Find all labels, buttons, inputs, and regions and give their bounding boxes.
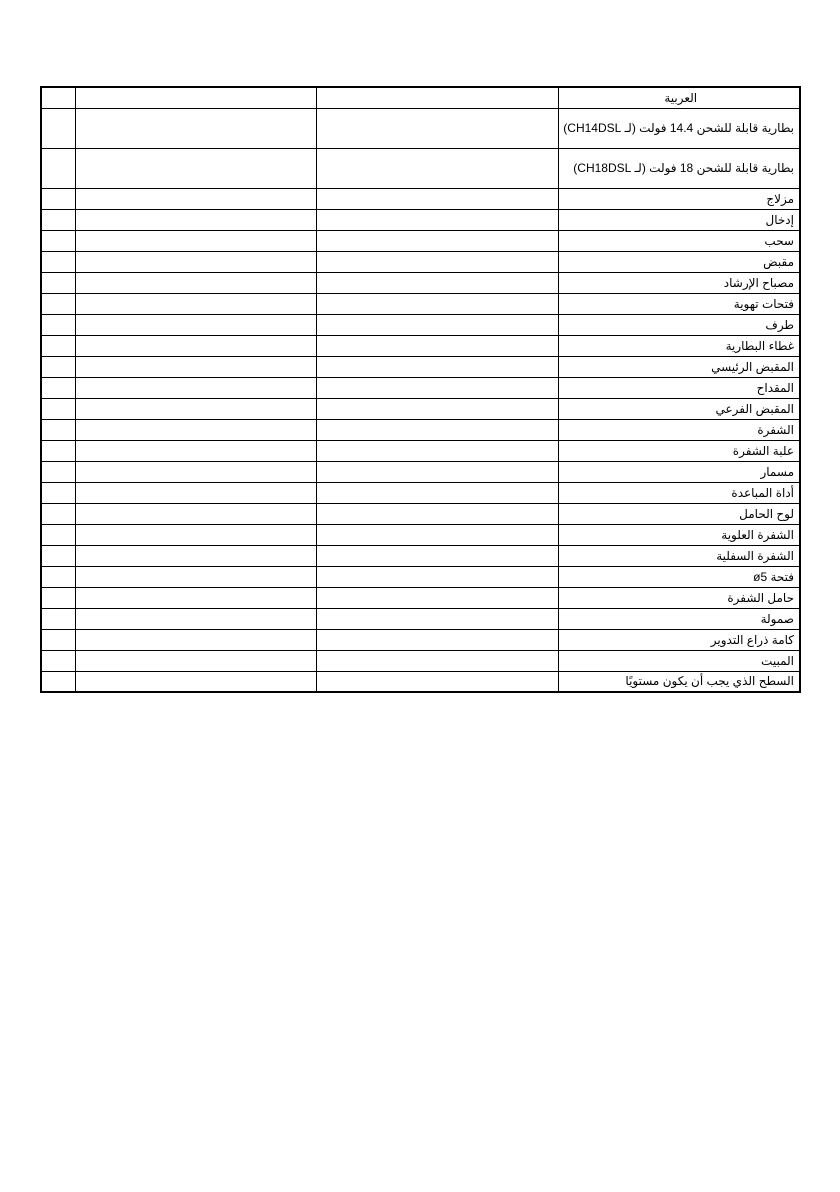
row-col-a-cell [75, 377, 316, 398]
row-col-b-cell [316, 503, 558, 524]
row-col-a-cell [75, 314, 316, 335]
table-row [41, 671, 800, 692]
row-number-cell [41, 148, 75, 188]
table-row [41, 629, 800, 650]
row-arabic-cell: لوح الحامل [558, 503, 800, 524]
row-col-a-cell [75, 148, 316, 188]
row-col-b-cell [316, 356, 558, 377]
table-row [41, 461, 800, 482]
row-col-a-cell [75, 272, 316, 293]
row-col-a-cell [75, 566, 316, 587]
table-row [41, 587, 800, 608]
row-col-a-cell [75, 608, 316, 629]
row-number-cell [41, 440, 75, 461]
row-col-a-cell [75, 398, 316, 419]
table-row [41, 482, 800, 503]
table-row [41, 419, 800, 440]
row-arabic-cell: الشفرة السفلية [558, 545, 800, 566]
row-col-b-cell [316, 461, 558, 482]
row-col-b-cell [316, 419, 558, 440]
table-row [41, 650, 800, 671]
row-number-cell [41, 650, 75, 671]
row-arabic-cell: طرف [558, 314, 800, 335]
row-number-cell [41, 629, 75, 650]
row-number-cell [41, 419, 75, 440]
table-row [41, 251, 800, 272]
row-arabic-cell: إدخال [558, 209, 800, 230]
table-row [41, 503, 800, 524]
row-number-cell [41, 587, 75, 608]
row-col-a-cell [75, 188, 316, 209]
row-arabic-cell: مقبض [558, 251, 800, 272]
row-col-b-cell [316, 293, 558, 314]
row-col-a-cell [75, 419, 316, 440]
row-arabic-cell: الشفرة [558, 419, 800, 440]
row-number-cell [41, 356, 75, 377]
row-arabic-cell: فتحات تهوية [558, 293, 800, 314]
row-arabic-cell: بطارية قابلة للشحن 18 فولت (لـ CH18DSL) [558, 148, 800, 188]
header-arabic-cell: العربية [558, 87, 800, 108]
row-arabic-cell: الشفرة العلوية [558, 524, 800, 545]
row-col-b-cell [316, 566, 558, 587]
table-row [41, 148, 800, 188]
row-number-cell [41, 524, 75, 545]
row-arabic-cell: سحب [558, 230, 800, 251]
row-number-cell [41, 671, 75, 692]
row-col-b-cell [316, 545, 558, 566]
row-col-b-cell [316, 650, 558, 671]
row-number-cell [41, 398, 75, 419]
row-col-b-cell [316, 188, 558, 209]
row-col-a-cell [75, 108, 316, 148]
row-arabic-cell: المقداح [558, 377, 800, 398]
row-col-a-cell [75, 587, 316, 608]
row-arabic-cell: حامل الشفرة [558, 587, 800, 608]
row-number-cell [41, 188, 75, 209]
row-number-cell [41, 461, 75, 482]
row-number-cell [41, 251, 75, 272]
row-col-b-cell [316, 524, 558, 545]
table-row [41, 398, 800, 419]
table-row [41, 230, 800, 251]
row-col-a-cell [75, 503, 316, 524]
row-arabic-cell: كامة ذراع التدوير [558, 629, 800, 650]
row-arabic-cell: المقبض الفرعي [558, 398, 800, 419]
table-row [41, 314, 800, 335]
header-number-cell [41, 87, 75, 108]
row-col-b-cell [316, 251, 558, 272]
row-col-b-cell [316, 377, 558, 398]
row-number-cell [41, 108, 75, 148]
row-col-b-cell [316, 440, 558, 461]
row-col-a-cell [75, 440, 316, 461]
row-col-b-cell [316, 671, 558, 692]
row-arabic-cell: فتحة ø5 [558, 566, 800, 587]
row-col-b-cell [316, 314, 558, 335]
row-number-cell [41, 272, 75, 293]
row-arabic-cell: المبيت [558, 650, 800, 671]
row-col-a-cell [75, 461, 316, 482]
header-col-b-cell [316, 87, 558, 108]
row-col-a-cell [75, 293, 316, 314]
row-col-a-cell [75, 545, 316, 566]
table-row [41, 524, 800, 545]
row-col-b-cell [316, 482, 558, 503]
row-arabic-cell: أداة المباعدة [558, 482, 800, 503]
table-row [41, 545, 800, 566]
row-number-cell [41, 482, 75, 503]
row-col-b-cell [316, 629, 558, 650]
row-arabic-cell: مصباح الإرشاد [558, 272, 800, 293]
table-row [41, 608, 800, 629]
row-col-a-cell [75, 650, 316, 671]
row-col-b-cell [316, 108, 558, 148]
row-col-b-cell [316, 398, 558, 419]
row-number-cell [41, 314, 75, 335]
table-row [41, 272, 800, 293]
row-col-b-cell [316, 209, 558, 230]
parts-table [40, 86, 801, 693]
table-row [41, 566, 800, 587]
table-body [41, 87, 800, 692]
row-arabic-cell: مزلاج [558, 188, 800, 209]
header-col-a-cell [75, 87, 316, 108]
row-number-cell [41, 503, 75, 524]
row-arabic-cell: مسمار [558, 461, 800, 482]
row-arabic-cell: المقبض الرئيسي [558, 356, 800, 377]
row-arabic-cell: السطح الذي يجب أن يكون مستويًا [558, 671, 800, 692]
table-row [41, 377, 800, 398]
row-col-b-cell [316, 335, 558, 356]
row-number-cell [41, 293, 75, 314]
row-number-cell [41, 377, 75, 398]
row-col-a-cell [75, 524, 316, 545]
row-col-a-cell [75, 671, 316, 692]
table-row [41, 209, 800, 230]
row-number-cell [41, 230, 75, 251]
table-row [41, 335, 800, 356]
row-col-b-cell [316, 230, 558, 251]
table-row [41, 293, 800, 314]
row-number-cell [41, 566, 75, 587]
row-col-a-cell [75, 356, 316, 377]
row-col-a-cell [75, 629, 316, 650]
row-col-b-cell [316, 587, 558, 608]
row-arabic-cell: علبة الشفرة [558, 440, 800, 461]
row-arabic-cell: صمولة [558, 608, 800, 629]
row-col-b-cell [316, 148, 558, 188]
row-arabic-cell: بطارية قابلة للشحن 14.4 فولت (لـ CH14DSL) [558, 108, 800, 148]
row-col-a-cell [75, 482, 316, 503]
row-number-cell [41, 209, 75, 230]
row-arabic-cell: غطاء البطارية [558, 335, 800, 356]
table-row [41, 108, 800, 148]
table-row [41, 356, 800, 377]
row-col-a-cell [75, 251, 316, 272]
row-col-a-cell [75, 209, 316, 230]
row-number-cell [41, 545, 75, 566]
table-row [41, 440, 800, 461]
row-number-cell [41, 335, 75, 356]
row-col-b-cell [316, 608, 558, 629]
row-number-cell [41, 608, 75, 629]
table-row [41, 188, 800, 209]
table-header-row [41, 87, 800, 108]
row-col-a-cell [75, 230, 316, 251]
row-col-a-cell [75, 335, 316, 356]
row-col-b-cell [316, 272, 558, 293]
